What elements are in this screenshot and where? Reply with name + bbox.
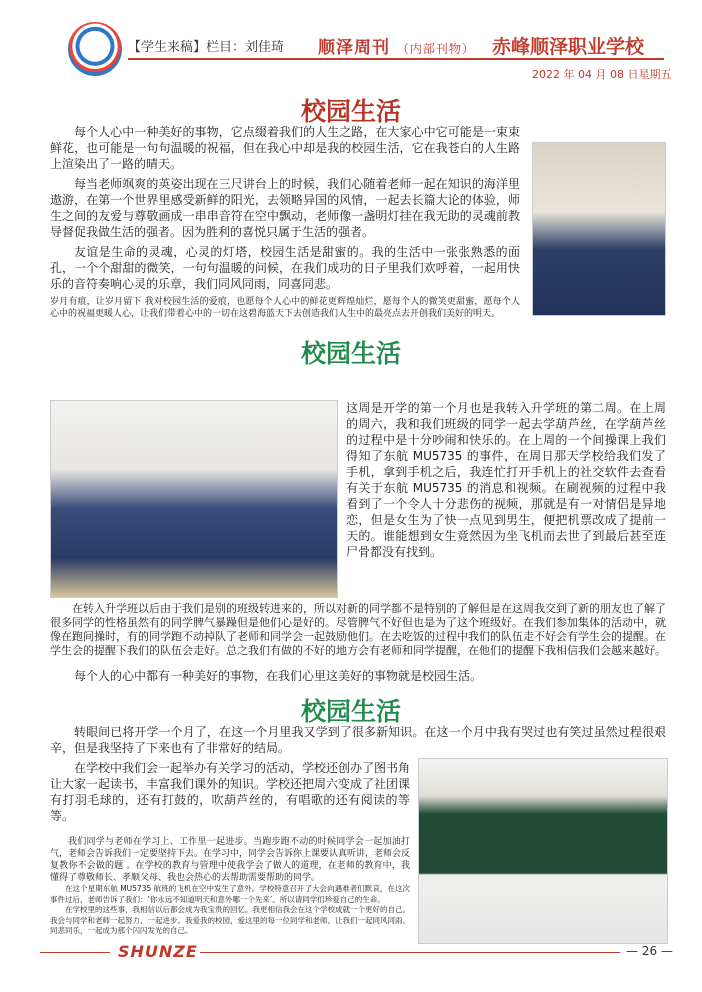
article-2-para-1: 这周是开学的第一个月也是我转入升学班的第二周。在上周的周六，我和我们班级的同学一起去学葫芦丝，在学葫芦丝的过程中是十分吵闹和快乐的。在上周的一个间操课上我们得知了东航 MU5735 的事件，在周日那天学校给我们发了手机，拿到手机之后，我连忙打开手机上的社交软件去查看有关于东航 MU5735 的消息和视频。在刷视频的过程中我看到了一个令人十分悲伤的视频，那就是有一对情侣是异地恋，但是女生为了快一点见到男生，便把机票改成了提前一天的。谁能想到女生竟然因为坐飞机而去世了到最后甚至连尸骨都没有找到。 [346,401,666,559]
article-3-para-1: 转眼间已将开学一个月了，在这一个月里我又学到了很多新知识。在这一个月中我有哭过也有笑过虽然过程很艰辛，但是我坚持了下来也有了非常好的结局。 [50,725,666,755]
masthead-title: 顺泽周刊 [318,38,390,58]
footer-brand: SHUNZE [118,942,198,961]
article-1-para-1: 每个人心中一种美好的事物，它点缀着我们的人生之路，在大家心中它可能是一束束鲜花，也可能是一句句温暖的祝福，但在我心中却是我的校园生活，它在我苍白的人生路上渲染出了一路的晴天。 [50,125,520,171]
school-name: 赤峰顺泽职业学校 [492,36,645,58]
header-rule [128,58,664,60]
masthead [318,33,475,58]
article-2-title: 校园生活 [300,339,401,368]
footer-rule-left [40,952,110,953]
school-logo [68,22,122,76]
article-3-para-2: 在学校中我们会一起举办有关学习的活动，学校还创办了图书角让大家一起读书，丰富我们课外的知识。学校还把周六变成了社团课有打羽毛球的，还有打鼓的，吹葫芦丝的，有唱歌的还有阅读的等等。 [50,761,411,823]
article-2-para-3: 每个人的心中都有一种美好的事物，在我们心里这美好的事物就是校园生活。 [74,669,483,683]
article-3-para-4: 在这个星期东航 MU5735 航班的飞机在空中发生了意外。学校特意召开了大会向遇难者们默哀，在这次事件过后，老师告诉了我们：‘你永远不知道明天和意外哪一个先来’。所以请同学们珍爱自己的生命。 [50,884,410,904]
photo-classroom-reading [50,400,338,598]
photo-student-at-podium [418,758,668,944]
article-2-para-1-lead [50,364,666,400]
photo-student-reading [532,142,666,316]
column-credit: 【学生来稿】栏目：刘佳琦 [128,40,285,55]
page-number: — 26 — [626,944,673,958]
article-2-para-2: 在转入升学班以后由于我们是别的班级转进来的，所以对新的同学都不是特别的了解但是在这周我交到了新的朋友也了解了很多同学的性格虽然有的同学脾气暴躁但是他们心是好的。尽管脾气不好但也是为了这个班级好。在我们参加集体的活动中，就像在跑间操时，有的同学跑不动掉队了老师和同学会一起鼓励他们。在去吃饭的过程中我们的队伍走不好会有学生会的提醒。在学生会的提醒下我们的队伍会走好。总之我们有做的不好的地方会有老师和同学提醒，在他们的提醒下我相信我们会越来越好。 [50,602,666,657]
article-1-para-4: 岁月有痕，让岁月留下 我对校园生活的爱痕，也愿每个人心中的鲜花更辉煌灿烂，愿每个人的微笑更甜蜜，愿每个人心中的祝福更暖人心，让我们带着心中的一切在这碧海蓝天下去创造我们人生中的最亮点去开创我们美好的明天。 [50,297,520,319]
article-3-title: 校园生活 [300,697,401,726]
article-3-tail [50,884,410,937]
masthead-note: （内部刊物） [396,42,475,56]
footer-rule-right [200,952,620,953]
issue-date: 2022 年 04 月 08 日星期五 [532,68,672,81]
article-3-para-3: 我们同学与老师在学习上、工作里一起进步。当跑步跑不动的时候同学会一起加油打气，老师会告诉我们一定要坚持下去。在学习中，同学会告诉你上课要认真听讲，老师会反复教你不会做的题 。在学校的教育与管理中使我学会了做人的道理，在老师的教育中，我懂得了尊敬师长、孝顺父母、我也会热心的去帮助需要帮助的同学。 [50,837,411,883]
article-3-para-5: 在学校里的这些事，我相信以后都会成为我宝贵的回忆。我更相信我会在这个学校成就一个更好的自己。我会与同学和老师一起努力、一起进步。我爱我的校园，爱这里的每一位同学和老师。让我们一起同风同雨、同悲同乐，一起成为那个闪闪发光的自己。 [50,905,410,935]
article-1-para-2: 每当老师飒爽的英姿出现在三尺讲台上的时候，我们心随着老师一起在知识的海洋里遨游，在第一个世界里感受新鲜的阳光，去领略异国的风情，一起去长篇大论的体验，师生之间的友爱与尊敬画成一串串音符在空中飘动，老师像一盏明灯挂在我无助的灵魂前教导督促我做生活的强者。因为胜利的喜悦只属于生活的强者。 [50,177,520,239]
article-1-title: 校园生活 [300,97,401,126]
article-1-para-3: 友谊是生命的灵魂，心灵的灯塔，校园生活是甜蜜的。我的生活中一张张熟悉的面孔，一个个甜甜的微笑，一句句温暖的问候，在我们成功的日子里我们欢呼着，一起用快乐的音符奏响心灵的乐章，我们同风同雨，同喜同悲。 [50,245,520,291]
